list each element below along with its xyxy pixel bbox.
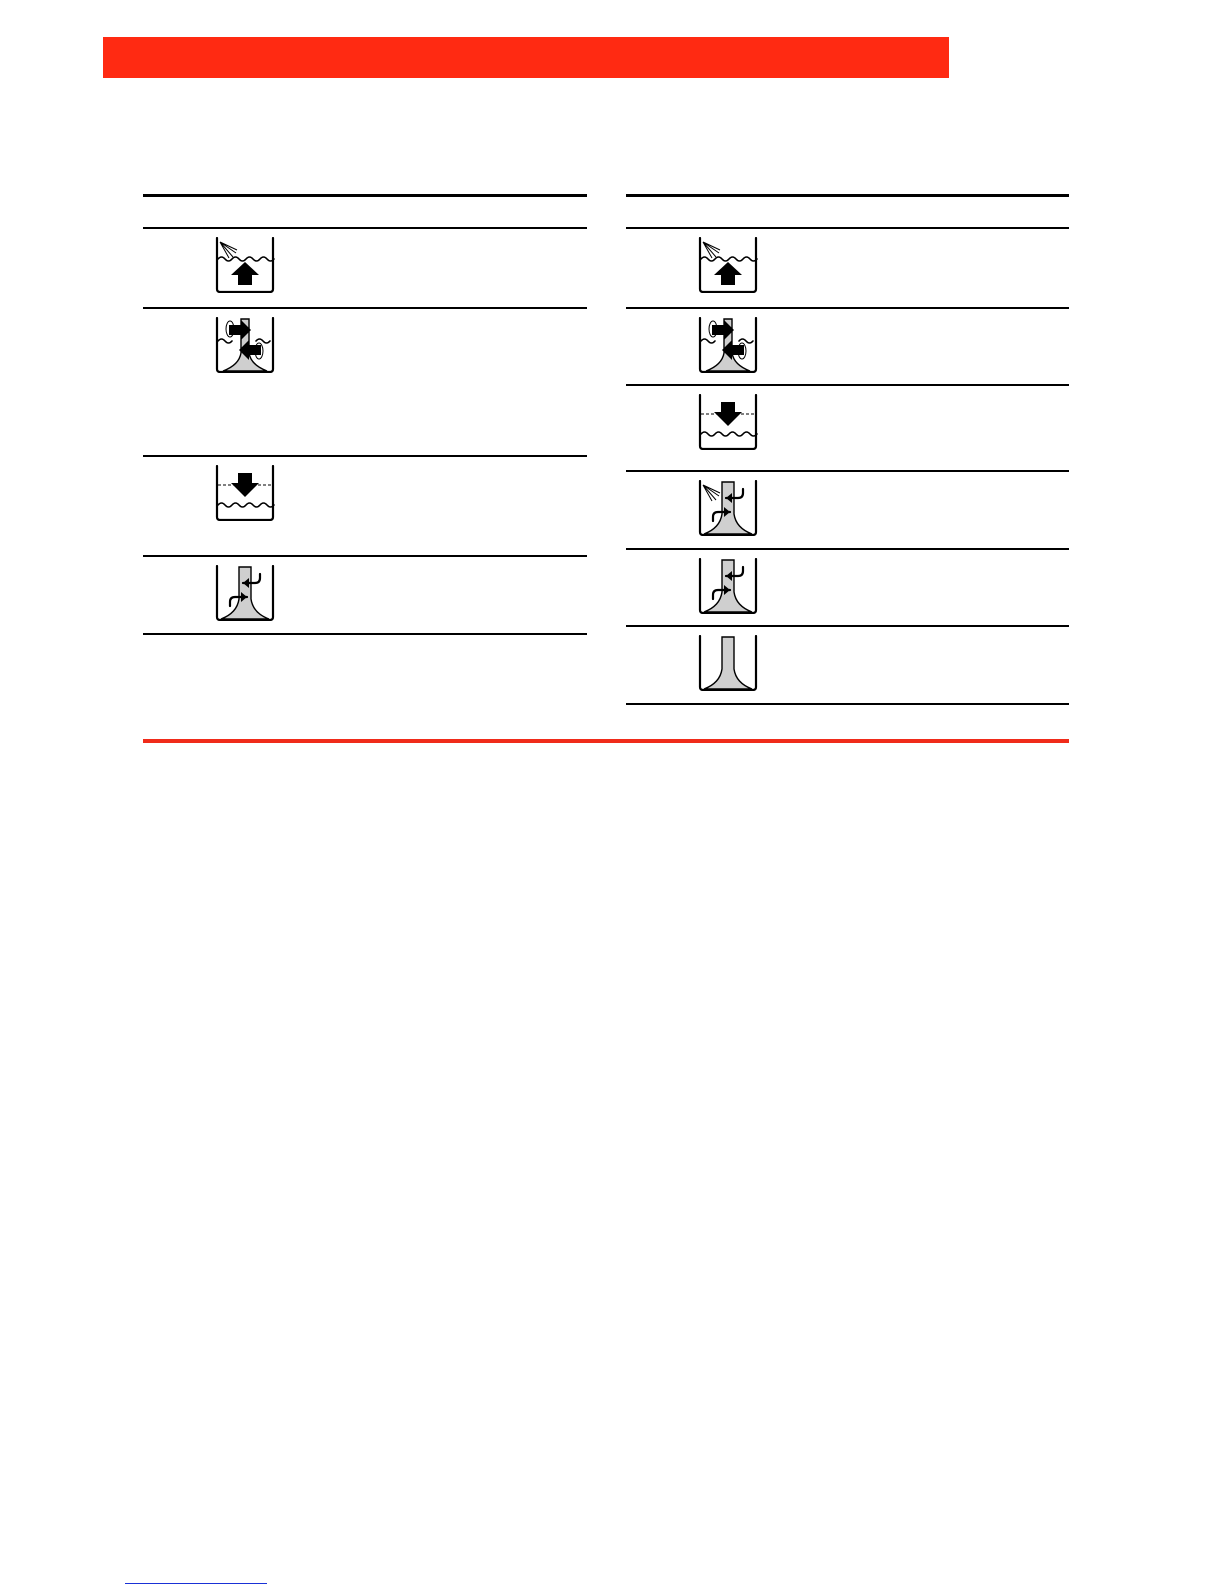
table-row xyxy=(143,457,587,557)
drain-icon xyxy=(215,465,275,521)
header-red-banner xyxy=(103,37,949,78)
cycle-table-right xyxy=(626,194,1069,705)
exchange-rotation-icon xyxy=(215,317,275,373)
cycle-table-left xyxy=(143,194,587,635)
fill-rinse-icon xyxy=(698,237,758,293)
table-row xyxy=(626,309,1069,386)
table-header-right xyxy=(626,194,1069,229)
table-row xyxy=(626,386,1069,472)
table-row xyxy=(143,229,587,309)
table-row xyxy=(626,550,1069,627)
table-row xyxy=(143,309,587,457)
spray-agitate-icon xyxy=(698,480,758,536)
table-row xyxy=(626,229,1069,309)
agitate-icon xyxy=(698,558,758,614)
table-header-left xyxy=(143,194,587,229)
agitate-icon xyxy=(215,565,275,621)
footer-link-underline[interactable] xyxy=(125,1583,267,1584)
table-row xyxy=(143,557,587,635)
fill-rinse-icon xyxy=(215,237,275,293)
table-row xyxy=(626,472,1069,550)
section-divider-red xyxy=(143,739,1069,743)
table-row xyxy=(626,627,1069,705)
exchange-rotation-icon xyxy=(698,317,758,373)
drain-icon xyxy=(698,394,758,450)
agitator-only-icon xyxy=(698,635,758,691)
